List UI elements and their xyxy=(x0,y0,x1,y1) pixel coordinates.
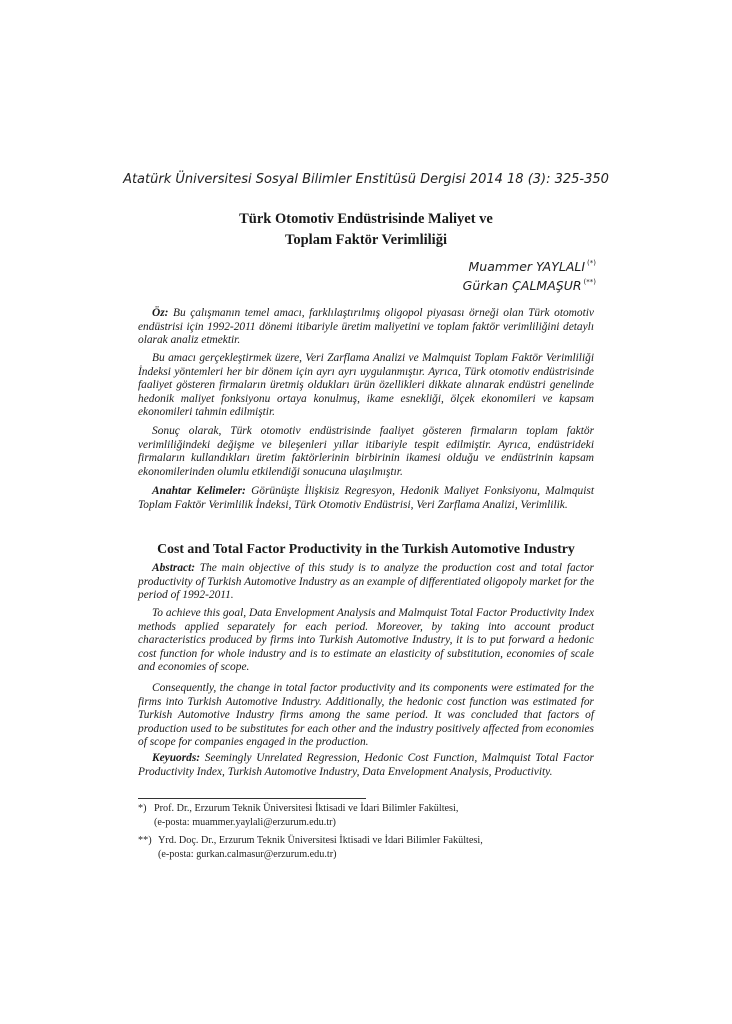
keywords-en xyxy=(138,752,594,779)
keywords-tr xyxy=(138,485,594,512)
abstract-tr-p3: Sonuç olarak, Türk otomotiv endüstrisinde faaliyet gösteren firmaların toplam faktör verimliliğindeki değişme ve bileşenleri yıllar itibariyle tespit edilmiştir. Ayrıca, endüstrideki firmaların kullandıkları üretim faktörlerinin birbirinin ikamesi olduğu ve endüstrinin kapsam ekonomilerinden olumlu etkilendiği sonucuna ulaşılmıştır. xyxy=(138,425,594,478)
keywords-en-text: Seemingly Unrelated Regression, Hedonic Cost Function, Malmquist Total Factor Productivity Index, Turkish Automotive Industry, Data Envelopment Analysis, Productivity. xyxy=(138,752,594,778)
author-2-mark: (**) xyxy=(583,278,596,286)
abstract-en-p2: To achieve this goal, Data Envelopment Analysis and Malmquist Total Factor Productivity Index methods applied separately for each period. Moreover, by taking into account product characteristics produced by firms into Turkish Automotive Industry, it is to put forward a hedonic cost function for whole industry and is to estimate an elasticity of substitution, economies of scale and economies of scope. xyxy=(138,607,594,674)
title-turkish-line1: Türk Otomotiv Endüstrisinde Maliyet ve xyxy=(239,211,493,227)
abstract-en-p1 xyxy=(138,562,594,603)
footnote-2-mark: **) xyxy=(138,835,152,846)
abstract-en-label: Abstract: xyxy=(152,562,196,574)
keywords-tr-text: Görünüşte İlişkisiz Regresyon, Hedonik Maliyet Fonksiyonu, Malmquist Toplam Faktör Verimlilik İndeksi, Türk Otomotiv Endüstrisi, Veri Zarflama Analizi, Verimlilik. xyxy=(138,485,594,511)
journal-header: Atatürk Üniversitesi Sosyal Bilimler Enstitüsü Dergisi 2014 18 (3): 325-350 xyxy=(123,172,609,187)
footnote-divider xyxy=(138,798,366,799)
author-2-name: Gürkan ÇALMAŞUR xyxy=(462,278,582,293)
footnote-2 xyxy=(138,834,598,861)
title-turkish xyxy=(140,209,592,251)
title-english: Cost and Total Factor Productivity in the Turkish Automotive Industry xyxy=(157,541,575,556)
abstract-tr-label: Öz: xyxy=(152,307,169,319)
footnote-1 xyxy=(138,802,598,829)
author-1-mark: (*) xyxy=(587,259,596,267)
author-2 xyxy=(463,278,596,293)
author-1-name: Muammer YAYLALI xyxy=(468,259,586,274)
abstract-en-p3: Consequently, the change in total factor productivity and its components were estimated for the firms into Turkish Automotive Industry. Additionally, the hedonic cost function was estimated for Turkish Automotive Industry firms among the same period. It was concluded that factors of production used to be substitutes for each other and the industry positively affected from economies of scope for companies engaged in the production. xyxy=(138,682,594,749)
abstract-tr-p2: Bu amacı gerçekleştirmek üzere, Veri Zarflama Analizi ve Malmquist Toplam Faktör Verimliliği İndeksi yöntemleri her bir dönem için ayrı ayrı uygulanmıştır. Ayrıca, Türk otomotiv endüstrisinde faaliyet gösteren firmaların üretmiş oldukları ürün özellikleri dikkate alınarak endüstri genelinde hedonik maliyet fonksiyonu ortaya konulmuş, ikame esnekliği, ölçek ekonomileri ve kapsam ekonomileri tahmin edilmiştir. xyxy=(138,352,594,419)
author-1 xyxy=(468,259,596,274)
abstract-tr-text: Bu çalışmanın temel amacı, farklılaştırılmış oligopol piyasası örneği olan Türk otomotiv endüstrisi için 1992-2011 dönemi itibariyle üretim maliyetini ve toplam faktör verimliliğini detaylı olarak analiz etmektir. xyxy=(138,307,594,347)
abstract-tr-p1 xyxy=(138,307,594,348)
footnote-1-mark: *) xyxy=(138,803,147,814)
footnote-2-line2: (e-posta: gurkan.calmasur@erzurum.edu.tr) xyxy=(158,848,337,860)
title-turkish-line2: Toplam Faktör Verimliliği xyxy=(285,232,447,248)
footnote-1-line2: (e-posta: muammer.yaylali@erzurum.edu.tr) xyxy=(154,816,336,828)
footnote-1-line1: Prof. Dr., Erzurum Teknik Üniversitesi İktisadi ve İdari Bilimler Fakültesi, xyxy=(154,803,459,814)
footnote-2-line1: Yrd. Doç. Dr., Erzurum Teknik Üniversitesi İktisadi ve İdari Bilimler Fakültesi, xyxy=(158,835,483,846)
keywords-tr-label: Anahtar Kelimeler: xyxy=(152,485,246,497)
abstract-en-text: The main objective of this study is to analyze the production cost and total factor productivity of Turkish Automotive Industry as an example of differentiated oligopoly market for the period of 1992-2011. xyxy=(138,562,594,602)
keywords-en-label: Keyuords: xyxy=(152,752,201,764)
